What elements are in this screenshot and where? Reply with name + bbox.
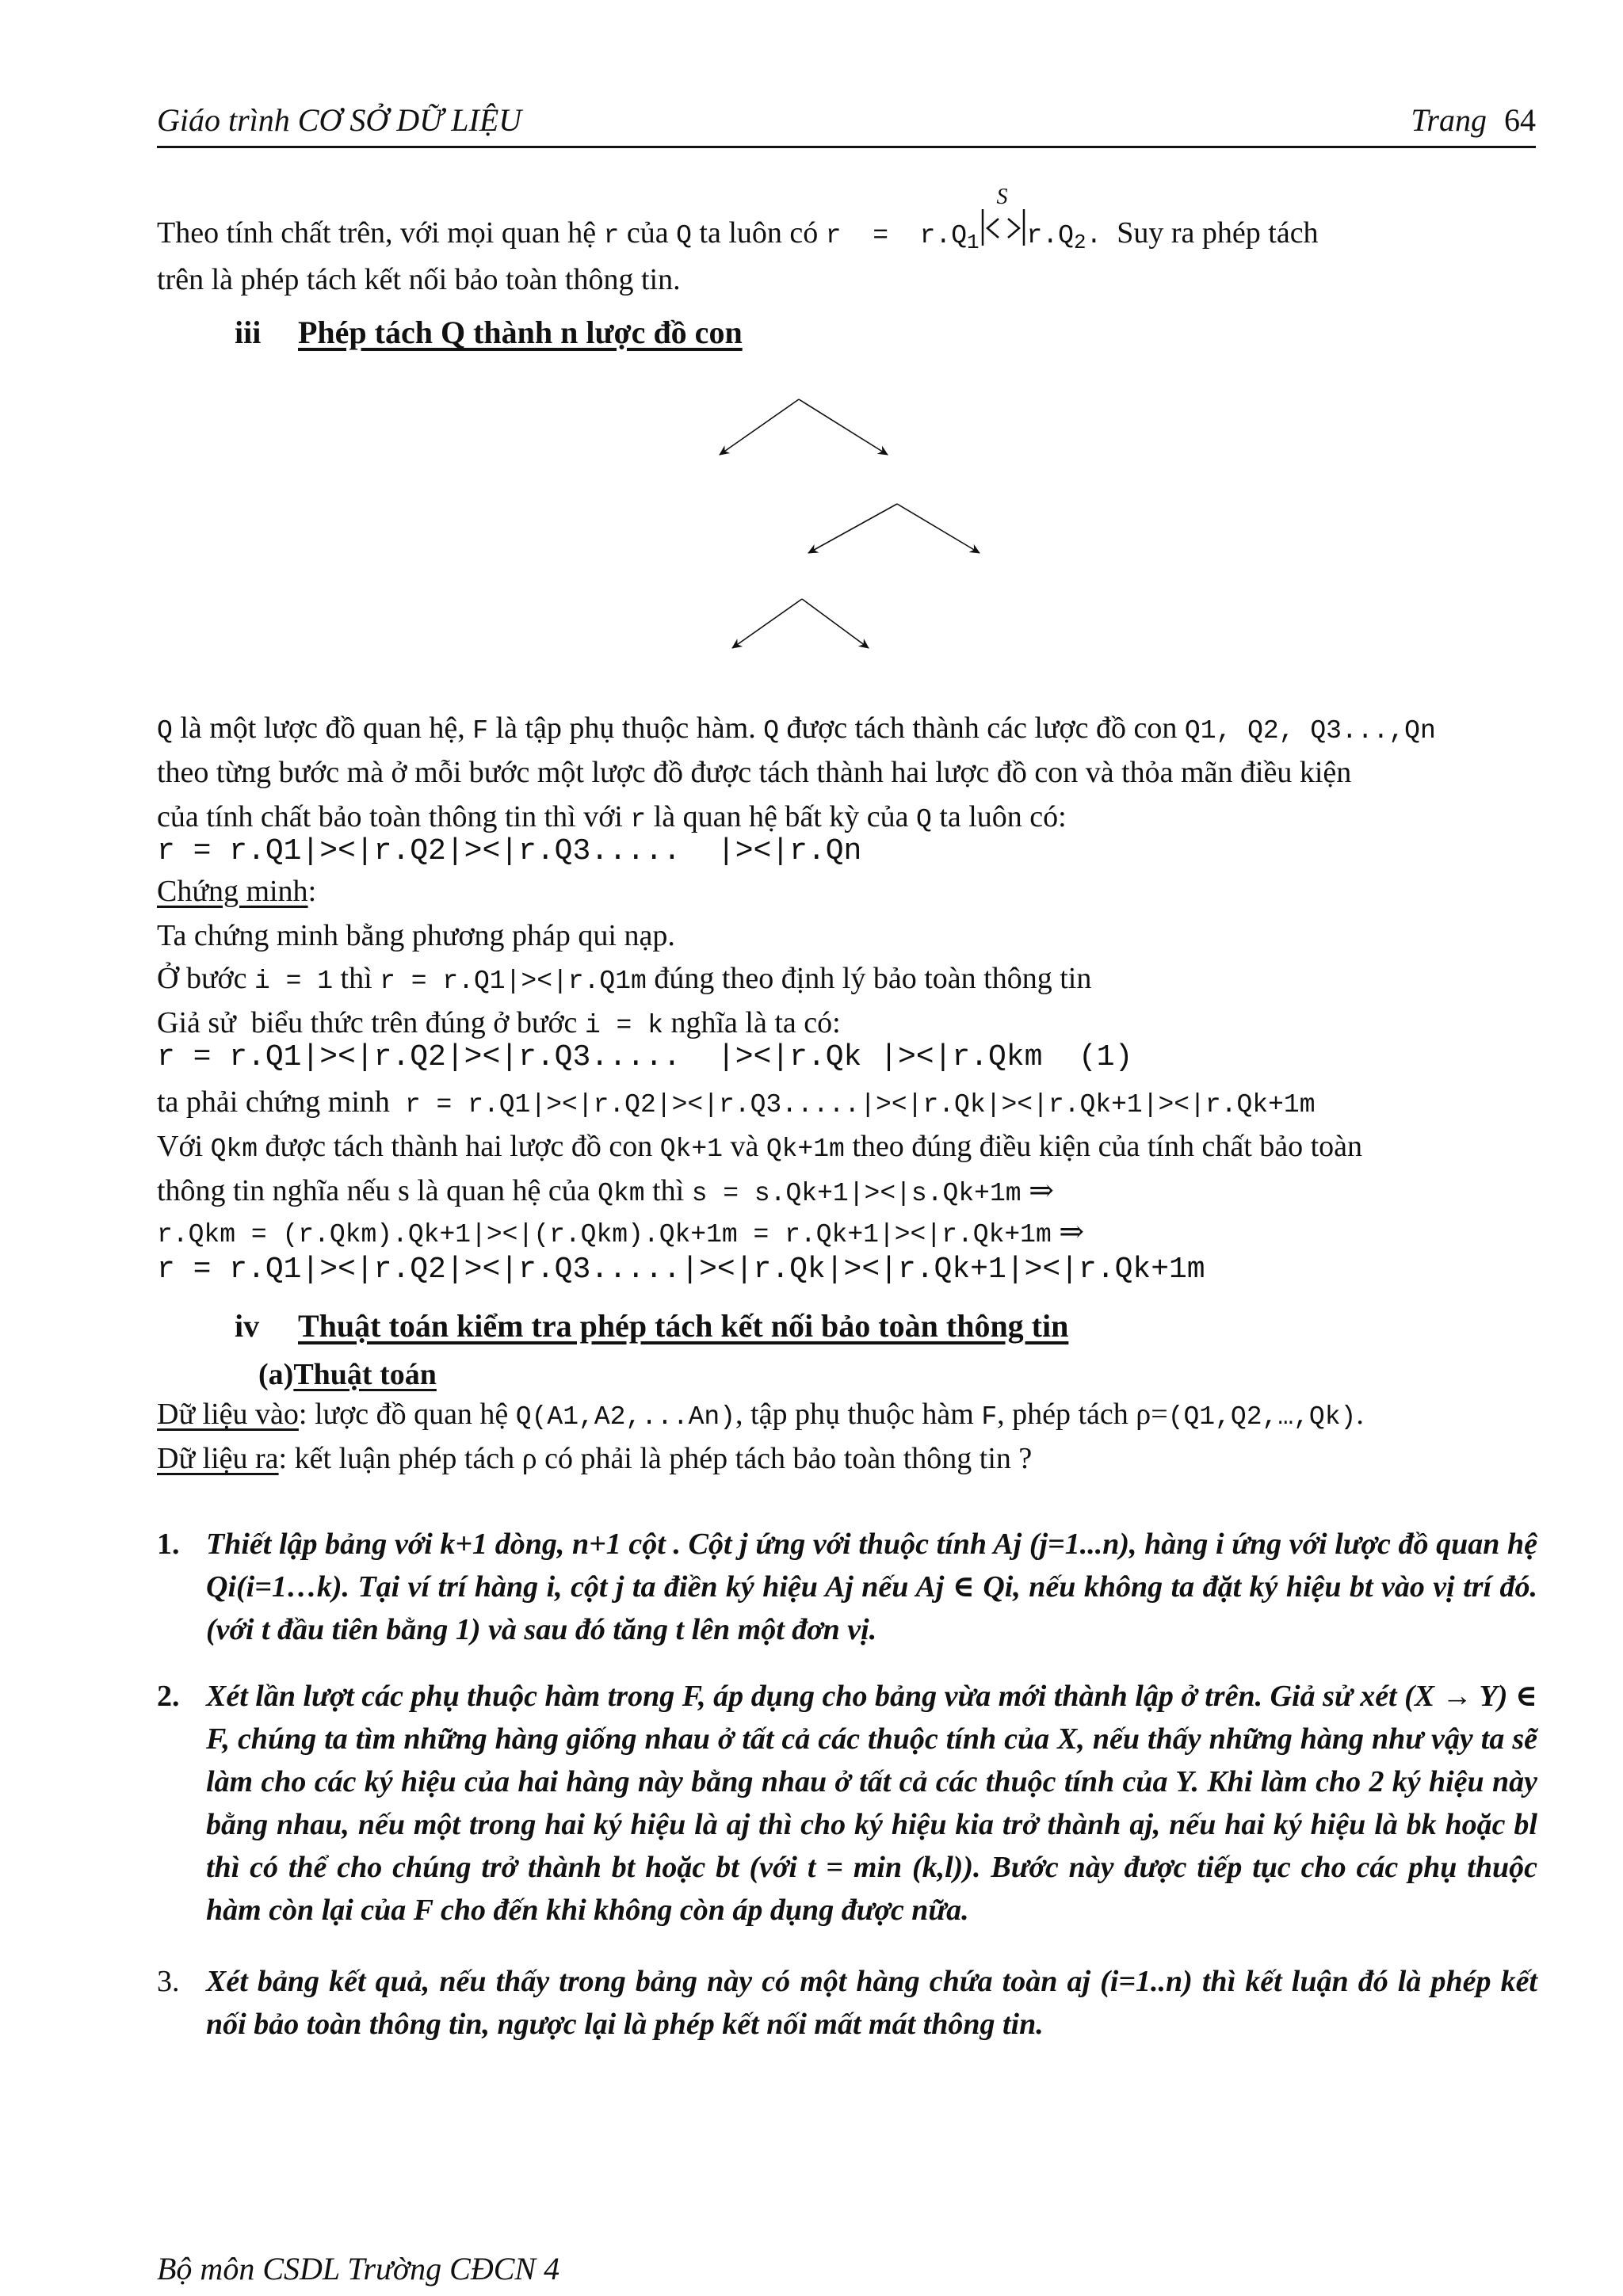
para1-t2: là tập phụ thuộc hàm. <box>488 711 764 745</box>
intro-of: của <box>626 216 669 250</box>
proof-line-8 <box>157 1214 1084 1253</box>
proof-l6a: Với <box>157 1130 211 1163</box>
algo-in-e: , phép tách ρ= <box>997 1398 1168 1431</box>
intro-text: Theo tính chất trên, với mọi quan hệ <box>157 216 597 250</box>
proof-l7a: thông tin nghĩa nếu s là quan hệ của <box>157 1174 598 1207</box>
section-iii-title: Phép tách Q thành n lược đồ con <box>298 315 743 350</box>
algo-in-f: (Q1,Q2,…,Qk) <box>1167 1402 1357 1432</box>
step-2-number: 2. <box>157 1680 180 1713</box>
intro-always: ta luôn có <box>699 216 819 250</box>
algo-in-d: F <box>981 1402 998 1432</box>
algo-heading <box>258 1356 437 1393</box>
intro-q: Q <box>676 221 692 250</box>
proof-line-6 <box>157 1128 1362 1168</box>
algo-in-a: : lược đồ quan hệ <box>298 1398 516 1431</box>
decomposition-diagram <box>697 388 1014 658</box>
proof-l3a: Giả sử biểu thức trên đúng ở bước <box>157 1006 585 1039</box>
proof-l6e: và <box>722 1130 766 1163</box>
proof-heading-text: Chứng minh <box>157 875 308 908</box>
intro-sub-1: 1 <box>967 231 980 255</box>
proof-line-7 <box>157 1173 1054 1212</box>
para1-q: Q <box>157 716 173 746</box>
para1-q2: Q <box>763 716 780 746</box>
proof-l7b: Qkm <box>598 1179 645 1208</box>
algo-in-b: Q(A1,A2,...An) <box>515 1402 736 1432</box>
para1-l3e: ta luôn có: <box>931 800 1067 833</box>
step-1-text: Thiết lập bảng với k+1 dòng, n+1 cột . Cột j ứng với thuộc tính Aj (j=1...n), hàng i ứng với lược đồ quan hệ Qi(i=1…k). Tại ví trí hàng i, cột j ta điền ký hiệu Aj nếu Aj ∈ Qi, nếu không ta đặt ký hiệu bt vào vị trí đó. (với t đầu tiên bằng 1) và sau đó tăng t lên một đơn vị. <box>206 1527 1537 1646</box>
proof-l6g: theo đúng điều kiện của tính chất bảo toàn <box>844 1130 1363 1163</box>
header-page <box>1411 101 1536 139</box>
para1-line-2: theo từng bước mà ở mỗi bước một lược đồ được tách thành hai lược đồ con và thỏa mãn điều kiện <box>157 756 1352 789</box>
proof-l8: r.Qkm = (r.Qkm).Qk+1|><|(r.Qkm).Qk+1m = r.Qk+1|><|r.Qk+1m <box>157 1220 1052 1249</box>
algo-in-c: , tập phụ thuộc hàm <box>735 1398 982 1431</box>
footer-text: Bộ môn CSDL Trường CĐCN 4 <box>157 2251 560 2286</box>
section-iv-title: Thuật toán kiểm tra phép tách kết nối bảo toàn thông tin <box>298 1308 1069 1344</box>
para1-line-1 <box>157 710 1436 749</box>
proof-line-1: Ta chứng minh bằng phương pháp qui nạp. <box>157 919 675 952</box>
intro-line-1 <box>157 185 1319 255</box>
proof-l2c: thì <box>333 962 380 995</box>
intro-r: r <box>603 221 620 250</box>
intro-text-2: Suy ra phép tách <box>1117 216 1319 250</box>
para1-line-3 <box>157 799 1067 838</box>
tree-level-2 <box>808 504 980 553</box>
algo-output <box>157 1440 1032 1477</box>
proof-l2a: Ở bước <box>157 962 254 995</box>
implies-icon-2: ⇒ <box>1059 1215 1085 1249</box>
proof-l3b: i = k <box>584 1011 663 1040</box>
header-title: Giáo trình CƠ SỞ DỮ LIỆU <box>157 102 522 138</box>
proof-line-5 <box>157 1084 1316 1123</box>
para1-formula: r = r.Q1|><|r.Q2|><|r.Q3..... |><|r.Qn <box>157 834 862 868</box>
proof-line-4: r = r.Q1|><|r.Q2|><|r.Q3..... |><|r.Qk |><|r.Qkm (1) <box>157 1040 1133 1074</box>
algo-title: Thuật toán <box>293 1358 437 1391</box>
intro-dot: . <box>1086 221 1102 250</box>
section-iv-number: iv <box>235 1308 260 1344</box>
proof-l7d: s = s.Qk+1|><|s.Qk+1m <box>691 1179 1022 1208</box>
join-symbol <box>980 185 1027 247</box>
para1-t1: là một lược đồ quan hệ, <box>172 711 473 745</box>
para1-f: F <box>472 716 489 746</box>
tree-level-1 <box>720 399 888 455</box>
para1-l3a: của tính chất bảo toàn thông tin thì với <box>157 800 631 833</box>
step-3-text: Xét bảng kết quả, nếu thấy trong bảng này có một hàng chứa toàn aj (i=1..n) thì kết luận đó là phép kết nối bảo toàn thông tin, ngược lại là phép kết nối mất mát thông tin. <box>206 1965 1537 2041</box>
para1-t3: được tách thành các lược đồ con <box>779 711 1185 745</box>
step-1-number: 1. <box>157 1527 180 1561</box>
proof-line-2 <box>157 960 1091 1000</box>
intro-eq: r = r.Q <box>825 221 968 250</box>
para1-l3c: là quan hệ bất kỳ của <box>646 800 916 833</box>
para1-qlist: Q1, Q2, Q3...,Qn <box>1184 716 1436 746</box>
proof-line-3 <box>157 1005 841 1044</box>
algo-out-label: Dữ liệu ra <box>157 1442 279 1475</box>
header-rule <box>157 146 1536 148</box>
proof-l2d: r = r.Q1|><|r.Q1m <box>380 967 647 996</box>
proof-l7c: thì <box>644 1174 692 1207</box>
step-1 <box>157 1523 1537 1651</box>
proof-l6b: Qkm <box>210 1135 258 1164</box>
header-page-number: 64 <box>1504 102 1536 138</box>
para1-l3d: Q <box>916 805 932 834</box>
join-label: S <box>996 185 1008 209</box>
proof-colon: : <box>307 875 317 908</box>
intro-line-2: trên là phép tách kết nối bảo toàn thông tin. <box>157 263 681 296</box>
implies-icon: ⇒ <box>1029 1174 1054 1207</box>
proof-heading <box>157 873 316 910</box>
section-iii-number: iii <box>235 315 262 350</box>
proof-l3c: nghĩa là ta có: <box>663 1006 841 1039</box>
proof-l5a: ta phải chứng minh <box>157 1085 405 1119</box>
algo-in-label: Dữ liệu vào <box>157 1398 299 1431</box>
proof-l2b: i = 1 <box>254 967 334 996</box>
proof-l6d: Qk+1 <box>659 1135 723 1164</box>
proof-l6f: Qk+1m <box>766 1135 845 1164</box>
intro-rq2: r.Q <box>1026 221 1074 250</box>
step-3 <box>157 1960 1537 2046</box>
para1-l3b: r <box>630 805 647 834</box>
algo-prefix: (a) <box>258 1358 294 1391</box>
algo-out-text: : kết luận phép tách ρ có phải là phép tách bảo toàn thông tin ? <box>278 1442 1033 1475</box>
proof-line-9: r = r.Q1|><|r.Q2|><|r.Q3.....|><|r.Qk|><|r.Qk+1|><|r.Qk+1m <box>157 1253 1205 1287</box>
intro-sub-2: 2 <box>1073 231 1086 255</box>
header-page-label: Trang <box>1411 102 1487 138</box>
step-3-number: 3. <box>157 1965 180 1998</box>
algo-input <box>157 1396 1364 1436</box>
algo-in-g: . <box>1356 1398 1364 1431</box>
step-2 <box>157 1675 1537 1932</box>
proof-l2e: đúng theo định lý bảo toàn thông tin <box>646 962 1092 995</box>
proof-l6c: được tách thành hai lược đồ con <box>258 1130 660 1163</box>
tree-level-3 <box>732 599 869 648</box>
step-2-text: Xét lần lượt các phụ thuộc hàm trong F, áp dụng cho bảng vừa mới thành lập ở trên. Giả sử xét (X → Y) ∈ F, chúng ta tìm những hàng giống nhau ở tất cả các thuộc tính của X, nếu thấy những hàng như vậy ta sẽ làm cho các ký hiệu của hai hàng này bằng nhau ở tất cả các thuộc tính của Y. Khi làm cho 2 ký hiệu này bằng nhau, nếu một trong hai ký hiệu là aj thì cho ký hiệu kia trở thành aj, nếu hai ký hiệu là bk hoặc bl thì có thể cho chúng trở thành bt hoặc bt (với t = min (k,l)). Bước này được tiếp tục cho các phụ thuộc hàm còn lại của F cho đến khi không còn áp dụng được nữa. <box>206 1680 1537 1927</box>
proof-l5b: r = r.Q1|><|r.Q2|><|r.Q3.....|><|r.Qk|><|r.Qk+1|><|r.Qk+1m <box>404 1090 1316 1119</box>
